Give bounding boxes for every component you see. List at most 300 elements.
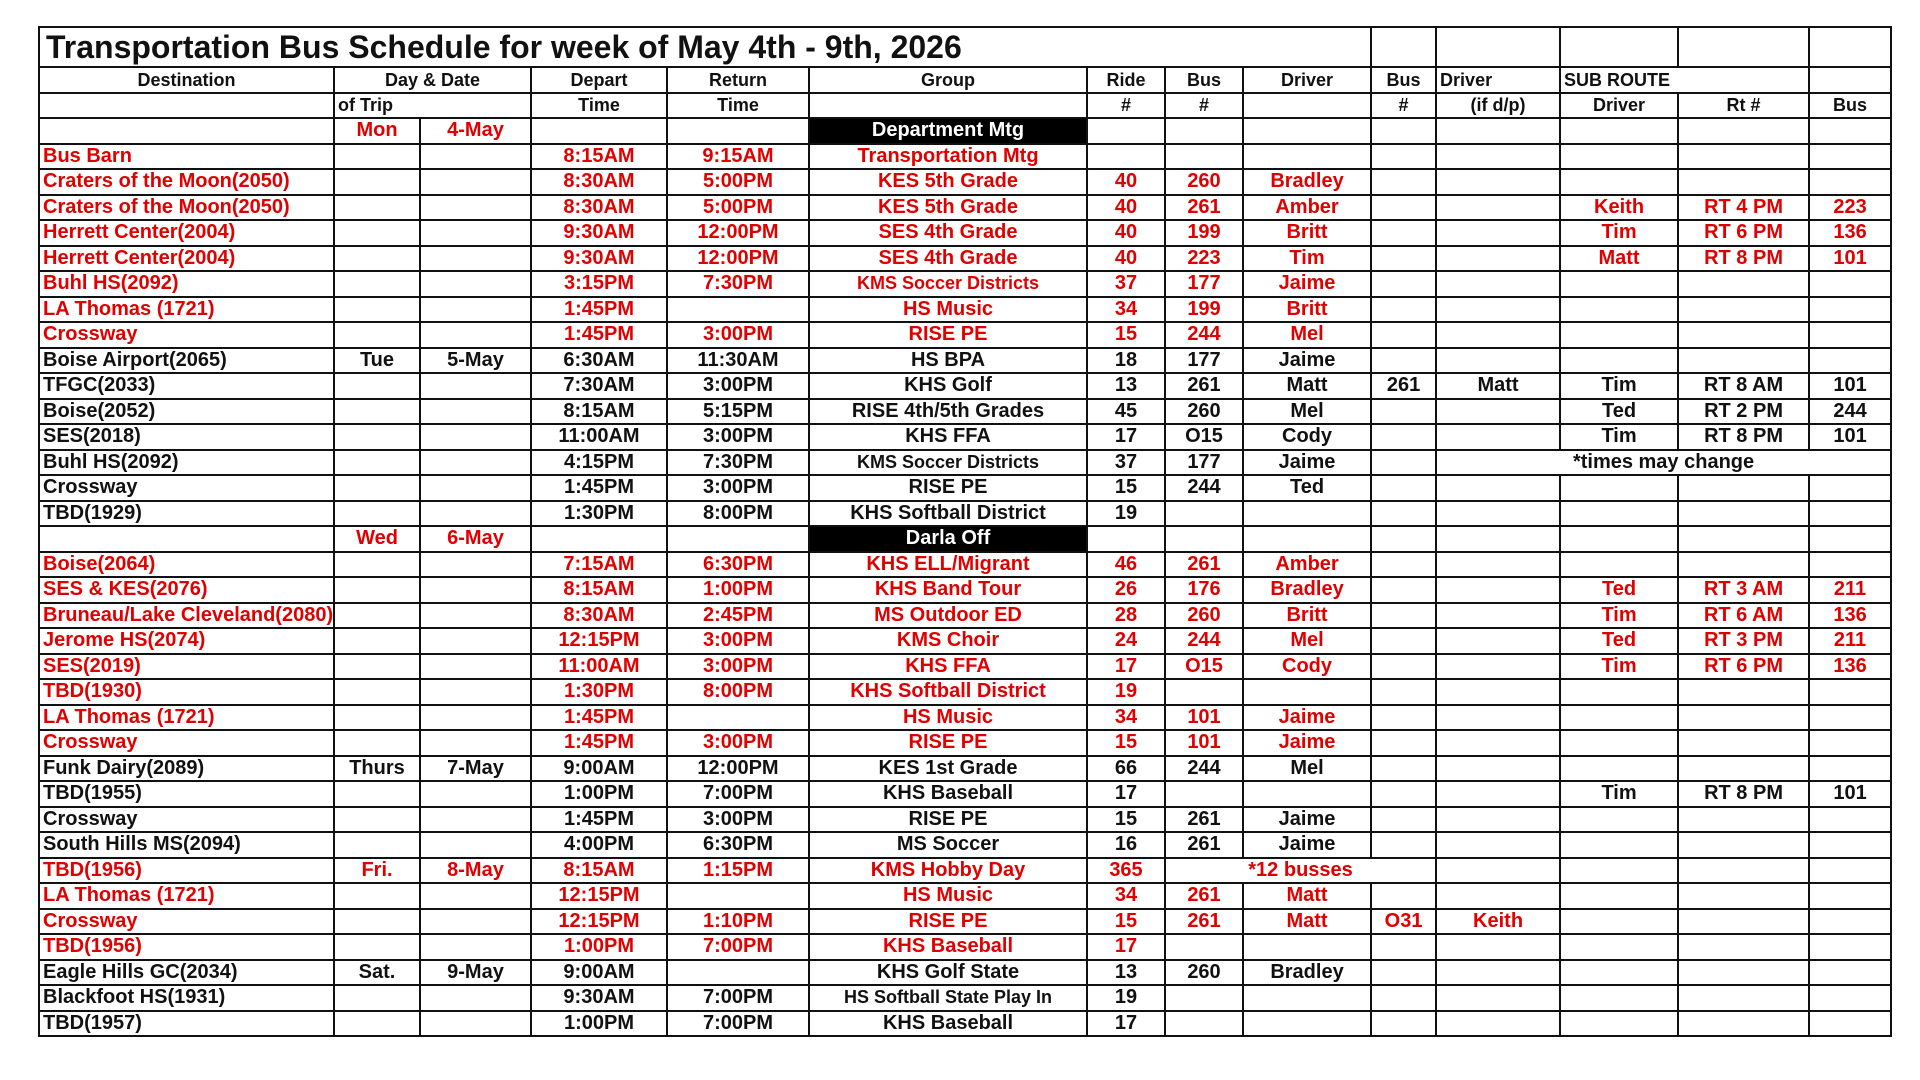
cell-driver: Amber	[1243, 195, 1371, 221]
table-row	[39, 832, 1891, 858]
table-row	[39, 271, 1891, 297]
cell-date	[420, 169, 531, 195]
cell-bus2: 261	[1371, 373, 1436, 399]
cell-bus: 101	[1165, 705, 1243, 731]
cell-depart: 7:30AM	[531, 373, 667, 399]
cell-group: RISE PE	[809, 909, 1087, 935]
cell-destination: Craters of the Moon(2050)	[39, 169, 334, 195]
cell-driver2	[1436, 807, 1560, 833]
cell-sub-driver	[1560, 501, 1678, 527]
cell-driver2	[1436, 781, 1560, 807]
cell-bus: 223	[1165, 246, 1243, 272]
table-row	[39, 705, 1891, 731]
cell-return	[667, 118, 809, 144]
cell-driver2	[1436, 297, 1560, 323]
cell-destination: Herrett Center(2004)	[39, 246, 334, 272]
cell-date: 9-May	[420, 960, 531, 986]
cell-sub-rt	[1678, 348, 1809, 374]
header-sub-driver: Driver	[1560, 93, 1678, 119]
cell-sub-rt	[1678, 297, 1809, 323]
cell-day	[334, 934, 420, 960]
cell-sub-bus	[1809, 144, 1891, 170]
table-row	[39, 322, 1891, 348]
cell-day: Fri.	[334, 858, 420, 884]
cell-sub-driver	[1560, 909, 1678, 935]
cell-date	[420, 985, 531, 1011]
cell-bus: O15	[1165, 654, 1243, 680]
table-row	[39, 960, 1891, 986]
cell-sub-bus	[1809, 297, 1891, 323]
cell-bus: 244	[1165, 628, 1243, 654]
schedule-table	[38, 26, 1892, 1037]
cell-ride: 34	[1087, 297, 1165, 323]
cell-sub-bus: 101	[1809, 246, 1891, 272]
table-row	[39, 348, 1891, 374]
cell-driver: Cody	[1243, 424, 1371, 450]
cell-ride: 15	[1087, 730, 1165, 756]
cell-day	[334, 909, 420, 935]
cell-day	[334, 373, 420, 399]
cell-driver2	[1436, 424, 1560, 450]
cell-group: KHS Softball District	[809, 501, 1087, 527]
cell-sub-rt	[1678, 144, 1809, 170]
cell-bus2	[1371, 118, 1436, 144]
cell-driver: Mel	[1243, 399, 1371, 425]
cell-destination: TFGC(2033)	[39, 373, 334, 399]
cell-note: *times may change	[1436, 450, 1891, 476]
cell-depart: 6:30AM	[531, 348, 667, 374]
cell-depart: 1:45PM	[531, 807, 667, 833]
table-row	[39, 603, 1891, 629]
cell-depart: 1:30PM	[531, 679, 667, 705]
cell-day	[334, 475, 420, 501]
cell-driver2: Matt	[1436, 373, 1560, 399]
cell-day	[334, 501, 420, 527]
cell-sub-bus	[1809, 1011, 1891, 1037]
cell-bus-note: *12 busses	[1165, 858, 1436, 884]
cell-return: 7:00PM	[667, 985, 809, 1011]
cell-bus: 199	[1165, 297, 1243, 323]
cell-ride: 18	[1087, 348, 1165, 374]
cell-destination: Boise(2052)	[39, 399, 334, 425]
cell-driver2	[1436, 195, 1560, 221]
cell-ride: 17	[1087, 654, 1165, 680]
cell-driver2	[1436, 679, 1560, 705]
cell-ride: 26	[1087, 577, 1165, 603]
table-row	[39, 1011, 1891, 1037]
cell-destination: LA Thomas (1721)	[39, 705, 334, 731]
cell-bus2	[1371, 526, 1436, 552]
cell-sub-bus: 211	[1809, 628, 1891, 654]
header-destination: Destination	[39, 67, 334, 93]
cell-destination: Crossway	[39, 475, 334, 501]
cell-driver: Bradley	[1243, 960, 1371, 986]
cell-destination: Bruneau/Lake Cleveland(2080)	[39, 603, 334, 629]
cell-sub-driver: Tim	[1560, 424, 1678, 450]
cell-driver: Bradley	[1243, 577, 1371, 603]
cell-return: 6:30PM	[667, 552, 809, 578]
cell-return: 1:15PM	[667, 858, 809, 884]
cell-group: RISE 4th/5th Grades	[809, 399, 1087, 425]
cell-date	[420, 195, 531, 221]
cell-return: 7:00PM	[667, 781, 809, 807]
cell-depart: 1:45PM	[531, 475, 667, 501]
cell-bus2	[1371, 781, 1436, 807]
cell-sub-rt	[1678, 960, 1809, 986]
cell-bus: 260	[1165, 399, 1243, 425]
cell-driver2	[1436, 526, 1560, 552]
table-row	[39, 526, 1891, 552]
cell-sub-rt	[1678, 169, 1809, 195]
header-sub-bus: Bus	[1809, 93, 1891, 119]
cell-sub-bus	[1809, 960, 1891, 986]
cell-sub-rt	[1678, 679, 1809, 705]
cell-driver2	[1436, 322, 1560, 348]
cell-driver: Jaime	[1243, 832, 1371, 858]
cell-sub-bus	[1809, 679, 1891, 705]
cell-ride: 15	[1087, 807, 1165, 833]
header-bus-num: #	[1165, 93, 1243, 119]
cell-return: 2:45PM	[667, 603, 809, 629]
table-row	[39, 883, 1891, 909]
cell-sub-rt	[1678, 832, 1809, 858]
cell-day	[334, 603, 420, 629]
cell-depart: 3:15PM	[531, 271, 667, 297]
cell-driver2	[1436, 399, 1560, 425]
cell-driver: Jaime	[1243, 807, 1371, 833]
cell-depart: 4:15PM	[531, 450, 667, 476]
cell-sub-bus: 244	[1809, 399, 1891, 425]
cell-driver: Jaime	[1243, 271, 1371, 297]
title-row-cell	[1560, 27, 1678, 67]
cell-day: Thurs	[334, 756, 420, 782]
cell-sub-bus	[1809, 705, 1891, 731]
cell-bus2	[1371, 577, 1436, 603]
cell-bus	[1165, 526, 1243, 552]
cell-date	[420, 603, 531, 629]
cell-return: 3:00PM	[667, 475, 809, 501]
cell-destination: Crossway	[39, 909, 334, 935]
header-sub-route: SUB ROUTE	[1560, 67, 1809, 93]
cell-depart: 1:45PM	[531, 730, 667, 756]
cell-day	[334, 144, 420, 170]
cell-date: 6-May	[420, 526, 531, 552]
cell-sub-bus	[1809, 271, 1891, 297]
cell-date	[420, 883, 531, 909]
cell-group: KHS FFA	[809, 654, 1087, 680]
cell-group: KMS Soccer Districts	[809, 450, 1087, 476]
cell-group: RISE PE	[809, 807, 1087, 833]
header-group: Group	[809, 67, 1087, 93]
cell-bus2	[1371, 960, 1436, 986]
cell-bus2	[1371, 603, 1436, 629]
cell-bus: 177	[1165, 271, 1243, 297]
cell-sub-bus: 136	[1809, 220, 1891, 246]
cell-bus: 177	[1165, 450, 1243, 476]
cell-depart: 1:45PM	[531, 705, 667, 731]
cell-sub-driver: Ted	[1560, 628, 1678, 654]
schedule-sheet	[38, 26, 1890, 1046]
cell-group: Department Mtg	[809, 118, 1087, 144]
cell-sub-driver	[1560, 169, 1678, 195]
cell-return: 5:15PM	[667, 399, 809, 425]
cell-date	[420, 373, 531, 399]
cell-day	[334, 985, 420, 1011]
table-row	[39, 577, 1891, 603]
cell-sub-bus	[1809, 348, 1891, 374]
cell-driver2	[1436, 705, 1560, 731]
cell-bus	[1165, 501, 1243, 527]
cell-driver	[1243, 781, 1371, 807]
cell-sub-rt: RT 6 AM	[1678, 603, 1809, 629]
cell-driver2	[1436, 552, 1560, 578]
table-row	[39, 246, 1891, 272]
table-row	[39, 730, 1891, 756]
cell-driver: Mel	[1243, 322, 1371, 348]
cell-sub-rt	[1678, 705, 1809, 731]
cell-driver2	[1436, 501, 1560, 527]
cell-ride: 66	[1087, 756, 1165, 782]
cell-group: HS Music	[809, 705, 1087, 731]
cell-sub-rt	[1678, 322, 1809, 348]
cell-day	[334, 322, 420, 348]
table-row	[39, 807, 1891, 833]
cell-ride: 24	[1087, 628, 1165, 654]
cell-group: RISE PE	[809, 730, 1087, 756]
header-blank	[1809, 67, 1891, 93]
cell-bus	[1165, 781, 1243, 807]
cell-driver2	[1436, 118, 1560, 144]
cell-destination: TBD(1956)	[39, 858, 334, 884]
cell-sub-bus	[1809, 501, 1891, 527]
cell-sub-rt	[1678, 807, 1809, 833]
header-depart: Depart	[531, 67, 667, 93]
cell-date	[420, 832, 531, 858]
cell-depart	[531, 526, 667, 552]
cell-date	[420, 424, 531, 450]
cell-day	[334, 424, 420, 450]
cell-bus2	[1371, 246, 1436, 272]
cell-group: KHS ELL/Migrant	[809, 552, 1087, 578]
cell-sub-driver: Tim	[1560, 781, 1678, 807]
cell-driver	[1243, 679, 1371, 705]
cell-destination: Jerome HS(2074)	[39, 628, 334, 654]
table-row	[39, 552, 1891, 578]
cell-bus2	[1371, 679, 1436, 705]
cell-depart: 1:00PM	[531, 781, 667, 807]
cell-sub-rt	[1678, 271, 1809, 297]
cell-sub-rt: RT 3 AM	[1678, 577, 1809, 603]
cell-day	[334, 169, 420, 195]
cell-driver: Jaime	[1243, 705, 1371, 731]
cell-date	[420, 705, 531, 731]
cell-bus: 261	[1165, 195, 1243, 221]
cell-bus: O15	[1165, 424, 1243, 450]
header-depart-time: Time	[531, 93, 667, 119]
cell-bus2	[1371, 628, 1436, 654]
cell-date: 8-May	[420, 858, 531, 884]
cell-day	[334, 705, 420, 731]
table-row	[39, 909, 1891, 935]
table-row	[39, 373, 1891, 399]
cell-sub-bus	[1809, 934, 1891, 960]
cell-bus: 261	[1165, 373, 1243, 399]
cell-bus2	[1371, 322, 1436, 348]
cell-sub-driver: Tim	[1560, 603, 1678, 629]
cell-destination: LA Thomas (1721)	[39, 297, 334, 323]
cell-group: MS Outdoor ED	[809, 603, 1087, 629]
cell-return	[667, 883, 809, 909]
cell-sub-rt	[1678, 730, 1809, 756]
cell-return	[667, 297, 809, 323]
header-row-1	[39, 67, 1891, 93]
cell-sub-bus: 136	[1809, 654, 1891, 680]
cell-sub-bus: 101	[1809, 424, 1891, 450]
table-row	[39, 475, 1891, 501]
table-row	[39, 934, 1891, 960]
cell-depart: 9:00AM	[531, 960, 667, 986]
cell-sub-driver: Tim	[1560, 654, 1678, 680]
cell-sub-driver	[1560, 144, 1678, 170]
cell-bus	[1165, 118, 1243, 144]
cell-destination: Boise Airport(2065)	[39, 348, 334, 374]
cell-ride: 19	[1087, 985, 1165, 1011]
cell-ride: 17	[1087, 934, 1165, 960]
title-row-cell	[1436, 27, 1560, 67]
header-of-trip: of Trip	[334, 93, 531, 119]
cell-bus2	[1371, 807, 1436, 833]
cell-date	[420, 399, 531, 425]
cell-bus2	[1371, 552, 1436, 578]
cell-depart: 8:30AM	[531, 195, 667, 221]
cell-sub-rt: RT 3 PM	[1678, 628, 1809, 654]
header-day-date: Day & Date	[334, 67, 531, 93]
cell-sub-driver	[1560, 934, 1678, 960]
cell-ride: 34	[1087, 883, 1165, 909]
cell-depart: 11:00AM	[531, 654, 667, 680]
cell-group: KES 5th Grade	[809, 169, 1087, 195]
cell-sub-bus: 211	[1809, 577, 1891, 603]
cell-group: KMS Hobby Day	[809, 858, 1087, 884]
cell-bus2	[1371, 399, 1436, 425]
cell-ride	[1087, 144, 1165, 170]
schedule-title: Transportation Bus Schedule for week of May 4th - 9th, 2026	[39, 27, 1371, 67]
cell-bus2	[1371, 271, 1436, 297]
cell-sub-driver	[1560, 552, 1678, 578]
header-bus: Bus	[1165, 67, 1243, 93]
cell-bus2	[1371, 934, 1436, 960]
cell-group: RISE PE	[809, 475, 1087, 501]
cell-destination	[39, 118, 334, 144]
cell-return: 12:00PM	[667, 756, 809, 782]
cell-driver2	[1436, 169, 1560, 195]
cell-depart: 11:00AM	[531, 424, 667, 450]
cell-date	[420, 909, 531, 935]
cell-group: KHS Golf	[809, 373, 1087, 399]
header-return: Return	[667, 67, 809, 93]
cell-sub-rt: RT 6 PM	[1678, 220, 1809, 246]
cell-sub-rt: RT 8 PM	[1678, 781, 1809, 807]
cell-driver2	[1436, 1011, 1560, 1037]
cell-date	[420, 297, 531, 323]
cell-bus: 261	[1165, 552, 1243, 578]
cell-day	[334, 654, 420, 680]
cell-depart: 7:15AM	[531, 552, 667, 578]
cell-destination: Eagle Hills GC(2034)	[39, 960, 334, 986]
cell-day	[334, 399, 420, 425]
cell-driver	[1243, 934, 1371, 960]
cell-date	[420, 271, 531, 297]
cell-sub-bus	[1809, 909, 1891, 935]
table-row	[39, 297, 1891, 323]
cell-return: 6:30PM	[667, 832, 809, 858]
cell-return: 3:00PM	[667, 373, 809, 399]
cell-driver2: Keith	[1436, 909, 1560, 935]
cell-bus2	[1371, 220, 1436, 246]
table-row	[39, 781, 1891, 807]
cell-driver2	[1436, 883, 1560, 909]
cell-bus2	[1371, 883, 1436, 909]
cell-date	[420, 220, 531, 246]
cell-return	[667, 705, 809, 731]
cell-group: KHS Baseball	[809, 934, 1087, 960]
cell-sub-driver	[1560, 832, 1678, 858]
cell-group: KHS Golf State	[809, 960, 1087, 986]
cell-destination: TBD(1929)	[39, 501, 334, 527]
cell-bus: 261	[1165, 883, 1243, 909]
cell-sub-rt: RT 4 PM	[1678, 195, 1809, 221]
cell-sub-driver	[1560, 348, 1678, 374]
cell-destination: SES(2018)	[39, 424, 334, 450]
cell-ride: 46	[1087, 552, 1165, 578]
cell-return: 9:15AM	[667, 144, 809, 170]
cell-return: 3:00PM	[667, 807, 809, 833]
cell-day	[334, 552, 420, 578]
cell-driver	[1243, 118, 1371, 144]
cell-return: 7:00PM	[667, 934, 809, 960]
cell-bus2	[1371, 1011, 1436, 1037]
cell-ride: 34	[1087, 705, 1165, 731]
table-row	[39, 450, 1891, 476]
cell-group: KMS Choir	[809, 628, 1087, 654]
cell-group: HS Music	[809, 297, 1087, 323]
cell-bus	[1165, 1011, 1243, 1037]
header-ride: Ride	[1087, 67, 1165, 93]
table-row	[39, 501, 1891, 527]
cell-driver: Britt	[1243, 603, 1371, 629]
cell-bus: 260	[1165, 960, 1243, 986]
cell-depart: 4:00PM	[531, 832, 667, 858]
header-if-dp: (if d/p)	[1436, 93, 1560, 119]
cell-ride: 17	[1087, 781, 1165, 807]
table-row	[39, 169, 1891, 195]
cell-driver: Britt	[1243, 220, 1371, 246]
cell-destination: LA Thomas (1721)	[39, 883, 334, 909]
cell-date	[420, 654, 531, 680]
cell-return: 5:00PM	[667, 169, 809, 195]
cell-driver2	[1436, 475, 1560, 501]
cell-return: 1:00PM	[667, 577, 809, 603]
cell-bus: 199	[1165, 220, 1243, 246]
cell-sub-rt	[1809, 858, 1891, 884]
cell-bus2	[1371, 195, 1436, 221]
cell-date	[420, 807, 531, 833]
cell-ride: 40	[1087, 246, 1165, 272]
header2-group	[809, 93, 1087, 119]
header2-driver	[1243, 93, 1371, 119]
cell-group: Darla Off	[809, 526, 1087, 552]
cell-ride: 19	[1087, 679, 1165, 705]
